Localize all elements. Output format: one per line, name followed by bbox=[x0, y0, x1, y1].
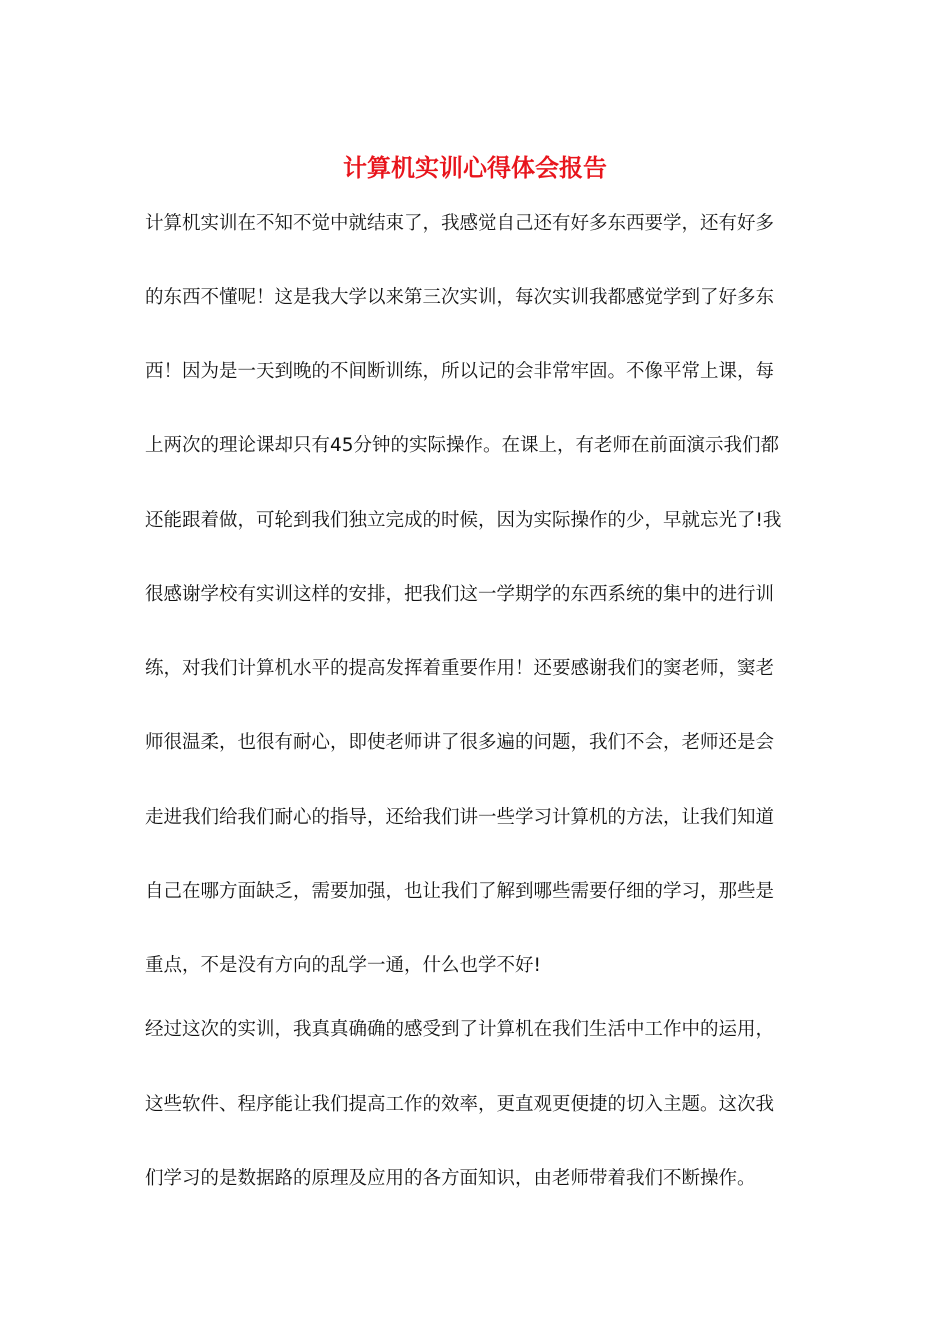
body-text-line: 练，对我们计算机水平的提高发挥着重要作用！还要感谢我们的窦老师，窦老 bbox=[145, 658, 775, 679]
body-text-line: 这些软件、程序能让我们提高工作的效率，更直观更便捷的切入主题。这次我 bbox=[145, 1094, 775, 1115]
body-text-line: 西！因为是一天到晚的不间断训练，所以记的会非常牢固。不像平常上课，每 bbox=[145, 361, 775, 382]
body-text-line: 的东西不懂呢！这是我大学以来第三次实训，每次实训我都感觉学到了好多东 bbox=[145, 287, 775, 308]
document-title: 计算机实训心得体会报告 bbox=[343, 153, 607, 182]
body-text-line: 经过这次的实训，我真真确确的感受到了计算机在我们生活中工作中的运用， bbox=[145, 1019, 775, 1040]
body-text-line: 很感谢学校有实训这样的安排，把我们这一学期学的东西系统的集中的进行训 bbox=[145, 584, 775, 605]
body-text-line: 们学习的是数据路的原理及应用的各方面知识，由老师带着我们不断操作。 bbox=[145, 1168, 756, 1189]
body-text-line: 计算机实训在不知不觉中就结束了，我感觉自己还有好多东西要学，还有好多 bbox=[145, 213, 775, 234]
body-text-line: 重点，不是没有方向的乱学一通，什么也学不好! bbox=[145, 955, 541, 976]
body-text-line: 上两次的理论课却只有45分钟的实际操作。在课上，有老师在前面演示我们都 bbox=[145, 435, 780, 456]
body-text-line: 自己在哪方面缺乏，需要加强，也让我们了解到哪些需要仔细的学习，那些是 bbox=[145, 881, 775, 902]
body-text-line: 师很温柔，也很有耐心，即使老师讲了很多遍的问题，我们不会，老师还是会 bbox=[145, 732, 775, 753]
body-text-line: 还能跟着做，可轮到我们独立完成的时候，因为实际操作的少，早就忘光了!我 bbox=[145, 510, 782, 531]
body-text-line: 走进我们给我们耐心的指导，还给我们讲一些学习计算机的方法，让我们知道 bbox=[145, 807, 775, 828]
